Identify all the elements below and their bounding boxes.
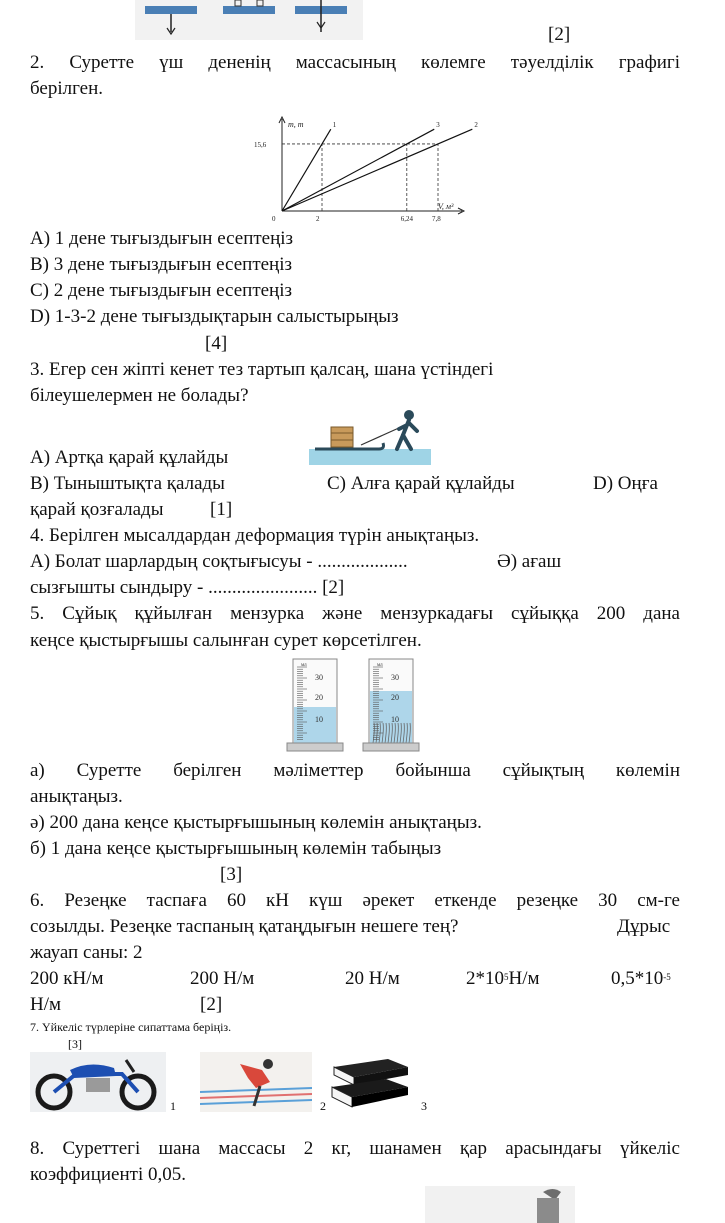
- series-label-2: 2: [474, 121, 478, 130]
- y-axis-label: m, т: [288, 120, 304, 129]
- series-line-3: [282, 129, 434, 211]
- series-line-2: [282, 129, 472, 211]
- books-image: [328, 1055, 412, 1111]
- q7-label-3: 3: [421, 1099, 427, 1113]
- q5-score: [3]: [220, 864, 243, 885]
- q8-line1: 8. Суреттегі шана массасы 2 кг, шанамен қар арасындағы үйкеліс: [30, 1138, 680, 1159]
- skier-image: [200, 1052, 312, 1112]
- q2-line2: берілген.: [30, 78, 104, 99]
- cylinder-1-tick-10: 10: [315, 715, 323, 724]
- cylinder-1: [287, 659, 343, 751]
- q7-line1: 7. Үйкеліс түрлеріне сипаттама беріңіз.: [30, 1020, 232, 1034]
- cylinder-2-unit: мл: [377, 663, 383, 668]
- mass-volume-chart: [240, 115, 480, 230]
- cylinder-1-tick-30: 30: [315, 673, 323, 682]
- q5-item-c: б) 1 дана кеңсе қыстырғышының көлемін табыңыз: [30, 838, 442, 859]
- q3-option-b: B) Тыныштықта қалады: [30, 473, 225, 494]
- cylinder-2: [363, 659, 419, 751]
- q6-option-5: [611, 966, 671, 992]
- q8-line2: коэффициенті 0,05.: [30, 1164, 186, 1185]
- q6-option-5-base: 0,5*10: [611, 968, 664, 989]
- q3-line1: 3. Егер сен жіпті кенет тез тартып қалсаң, шана үстіндегі: [30, 359, 494, 380]
- motorcycle-image: [30, 1052, 166, 1112]
- series-label-1: 1: [332, 121, 337, 130]
- q2-option-b: B) 3 дене тығыздығын есептеңіз: [30, 254, 293, 275]
- q4-line1: 4. Берілген мысалдардан деформация түрін анықтаңыз.: [30, 525, 480, 546]
- q3-option-d-cont: қарай қозғалады: [30, 499, 164, 520]
- cylinder-2-tick-30: 30: [391, 673, 399, 682]
- q5-line2: кеңсе қыстырғышы салынған сурет көрсетілген.: [30, 630, 422, 651]
- q7-score: [3]: [68, 1037, 82, 1051]
- cylinder-2-tick-20: 20: [391, 693, 399, 702]
- measuring-cylinders: [285, 655, 425, 755]
- q2-option-a: A) 1 дене тығыздығын есептеңіз: [30, 228, 294, 249]
- q5-item-b: ә) 200 дана кеңсе қыстырғышының көлемін анықтаңыз.: [30, 812, 482, 833]
- sled-pull-illustration: [305, 405, 433, 465]
- q2-option-d: D) 1-3-2 дене тығыздықтарын салыстырыңыз: [30, 306, 399, 327]
- q6-option-4-unit: Н/м: [508, 968, 540, 989]
- series-label-3: 3: [436, 121, 440, 130]
- q6-line2: созылды. Резеңке таспаның қатаңдығын нешеге тең?: [30, 916, 459, 937]
- q2-line1: 2. Суретте үш дененің массасының көлемге тәуелділік графигі: [30, 52, 680, 73]
- cylinder-2-tick-10: 10: [391, 715, 399, 724]
- q6-option-4-base: 2*10: [466, 968, 504, 989]
- q6-option-4-exp: 5: [504, 972, 509, 982]
- sled-figure-partial: [425, 1186, 575, 1223]
- q6-option-5-exp: -5: [663, 972, 671, 982]
- q6-line1: 6. Резеңке таспаға 60 кН күш әрекет еткенде резеңке 30 см-ге: [30, 890, 680, 911]
- q5-item-a-line1: а) Суретте берілген мәліметтер бойынша сұйықтың көлемін: [30, 760, 680, 781]
- top-figure: [135, 0, 363, 40]
- x-tick-label-1: 2: [316, 215, 320, 223]
- x-tick-label-3: 7,8: [432, 215, 441, 223]
- x-tick-label-0: 0: [272, 215, 276, 223]
- q7-label-2: 2: [320, 1099, 326, 1113]
- top-figure-strip: [135, 0, 363, 40]
- q4-option-b: Ә) ағаш: [497, 551, 562, 572]
- q3-score: [1]: [210, 499, 233, 520]
- q2-score: [4]: [205, 333, 228, 354]
- q4-option-a: A) Болат шарлардың соқтығысуы - ...................: [30, 551, 408, 572]
- q6-score: [2]: [200, 994, 223, 1015]
- q3-option-a: A) Артқа қарай құлайды: [30, 447, 229, 468]
- q4-line3: сызғышты сындыру - ....................... [2]: [30, 577, 345, 598]
- q6-option-5-unit: Н/м: [30, 994, 62, 1015]
- q3-option-c: C) Алға қарай құлайды: [327, 473, 515, 494]
- q5-item-a-line2: анықтаңыз.: [30, 786, 123, 807]
- cylinder-1-unit: мл: [301, 663, 307, 668]
- q6-line3: жауап саны: 2: [30, 942, 143, 963]
- q5-line1: 5. Сұйық құйылған мензурка және мензуркадағы сұйыққа 200 дана: [30, 603, 680, 624]
- q6-line2-right: Дұрыс: [617, 916, 671, 937]
- q3-option-d: D) Оңға: [593, 473, 658, 494]
- q7-label-1: 1: [170, 1099, 176, 1113]
- q6-option-2: 200 Н/м: [190, 968, 255, 989]
- series-line-1: [282, 129, 331, 211]
- q3-line2: білеушелермен не болады?: [30, 385, 249, 406]
- q6-option-1: 200 кН/м: [30, 968, 104, 989]
- x-tick-label-2: 6,24: [400, 215, 414, 223]
- x-axis-label: V, м³: [438, 202, 454, 211]
- q2-option-c: C) 2 дене тығыздығын есептеңіз: [30, 280, 293, 301]
- y-tick-label: 15,6: [254, 140, 267, 149]
- q6-option-4: [466, 966, 540, 992]
- cylinder-1-tick-20: 20: [315, 693, 323, 702]
- top-score: [2]: [548, 24, 571, 45]
- q6-option-3: 20 Н/м: [345, 968, 400, 989]
